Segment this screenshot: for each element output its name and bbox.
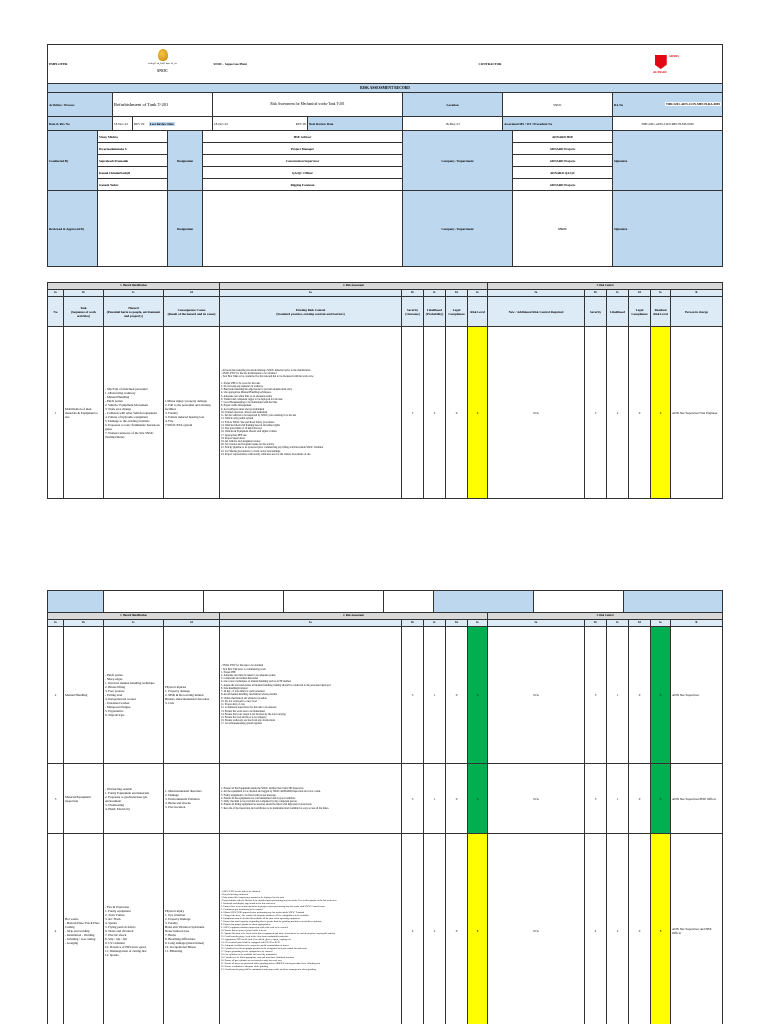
date-value: 18-Nov-22 [113,117,133,131]
table-row: 2 Manual Handling - Pinch points - Sharp edges 1. Involves manual handling technique 2. Bruise lifting 3. Poor posture - Falling load 4. Inexperienced worker - Untrained worker - Manpower/fatigue 5. Ergonomics 6. Slips & trips Physical injuries 1. Property damage 2. MSK & Recovering lumbar Bruises, musculoskeletal disorders 3. Cuts - SNOC PTW for the task to be obtained - Tool Box Talk prior to commencing work 1. Proper PPE 2. Adequate rest must be taken to an adequate points 3. Competent and trained Personnel 4. Use correct techniques of manual handling such as LITE method 5. Assess the load and ensure all manual handling training should be conducted to the personnel deployed 6. Safe handling/transport 7. 40 kgs - if load limit for each personnel 8. Avoid manual handling, mechanical where possible 9. Utilize mechanical aid whenever possible 10. Do not overreach to carry load 11. Proper duty of care 12. Continuous supervision for the task to be ensured 13. Ensure the work area to be maintained 14. Ensure that your vision is not blocked by the load carrying 15. Ensure the load and floor is not slippery 16. Ensure walkways are free from any obstructions 17. Good housekeeping system applied 3 1 0 3 N/A 3 1 0 3 ADN Site Supervisor [48,627,723,764]
residual-risk-cell: 8 [651,834,671,1024]
location-label: Location [403,93,503,117]
meta-table: Activities / Process Refurbishment of Tank T-201 Risk Assessment for Mechanical works-Tank T-201 Location SNOC RA No T08C2201-ADN-CON-MECH-RA-0005 Date & Rev No 18-Nov-22 REV 00 Last Review Date 18-Nov-22 REV 00 Next Review Date 18-May-23 Associated MS / WI / Procedure No T08C2201-ADN-CON-MECH-MS-0005 [47,92,723,131]
activities-value: Refurbishment of Tank T-201 [113,93,213,117]
page-2-header-strip [47,590,723,613]
residual-risk-cell: 3 [651,764,671,834]
date-rev-label: Date & Rev No [48,117,113,131]
next-review-value: 18-May-23 [403,117,503,131]
snoc-logo: شركة نفط الشارقة الوطنية SNOC [143,49,183,79]
conducted-table: Conducted By Vinay Mishra Designation HSE Advisor Company / Department ADNARD HSE Signature Dwarmadeelatana S. Project Manager ADNARD Projects Suprakash Pramanik Construction Supervisor ADNARD Projects Kamal Chindarbathyli QA/QC Officer ADNARD QA/QC Ganesh Yadav Rigging Foreman ADNARD Projects Reviewed & Approved By Designation Company / Department SNOC Signature [47,130,723,267]
table-row: 1 Mobilization of men, materials & Equipment to site - Slip/Trip of man/men personnel 1. Obstructing walkway - Manual Handling - Pinch points 2. Vehicle/ Equipment Movement 3. Work area change - Collision with other Vehicle/equipment 4. Failure of hydraulic equipment 5. Damage to the existing facilities 6. Exposure to toxic flammable/ hazardous gases 7. Workers unaware of the Site SNOC Terminal Rules 1.Minor injury/ property damage 2. Fall to the personnel and existing facilities 3. Fatality 3. Pollute induced hearing loss 4. Fire 7.SNOC/ETA system - All personnel entering site should undergo SNOC induction prior to the mobilization - SNOC PTW for the site mobilization to be obtained - Tool Box Talks to be conducted for the task and RA to be discussed with the work crew. 1. Proper PPE to be worn for the task. 2. Do not keep any material on walkway 3. Barricade installing the edge/border to prevent unauthorized entry 4. Use appropriate Manual Handling techniques. 5. Adequate rest when time to an adequate points 6. Trained and competent rigger to be deployed for the task 7. Good Housekeeping to be maintained with the time 8. Proper traffic management 9. Access/Egress must always maintained 10. Trained operators, drivers and banksman 11. All the vehicles to be inspected by SNOC prior entering in to the site 12. Vehicle only permit system 13. Follow SNOC Site and Road Safety procedures 14. Vehicles fitted with flashing beacon and amber lights 15. Site speed limit of 10 kph followed 16. Vehicles & Equipment should with signal at times 17. Appropriate PPE use 18. Proper Supervision 19. All vehicles and designated routes 20. Job rotation and frequent breaks for the activity 21. Strictly pipeline to be protected prior commencing any lifting activities inside SNOC Terminal 22. Car Sharing precautions to avoid, noisy surroundings. 23. Project representative with nearby vehicular area for the vehicle movement on site 3 2 0 6 N/A 3 2 0 6 ADN Site Supervisor/Site Engineer [48,327,723,499]
residual-risk-cell: 6 [651,327,671,499]
conducted-label: Conducted By [48,131,98,191]
ra-title: Risk Assessment for Mechanical works-Tank T-201 [213,93,403,117]
risk-table-page-1: 1. Hazard Identification 2. Risk Assessment 3. Risk Control 1a. 1b. 1c. 1d. 2a. 2b. 2c. 2d. 2e. 3a. 3b. 3c. 3d. 3e. 3f. No Task (Sequence of work activities) Hazard (Potential harm to people, environment and property) Consequence/ Cause (Result of the hazard and its cause) Existing Risk Control (Standard practice, existing controls and barriers) Severity (Outcome) Likelihood (Probability) Legal Compliance Risk Level New / Additional Risk Control Required Severity Likelihood Legal Compliance Residual Risk Level Person in charge 1 Mobilization of men, materials & Equipment to site - Slip/Trip of man/men personnel 1. Obstructing walkway - Manual Handling - Pinch points 2. Vehicle/ Equipment Movement 3. Work area change - Collision with other Vehicle/equipment 4. Failure of hydraulic equipment 5. Damage to the existing facilities 6. Exposure to toxic flammable/ hazardous gases 7. Workers unaware of the Site SNOC Terminal Rules 1.Minor injury/ property damage 2. Fall to the personnel and existing facilities 3. Fatality 3. Pollute induced hearing loss 4. Fire 7.SNOC/ETA system - All personnel entering site should undergo SNOC induction prior to the mobilization - SNOC PTW for the site mobilization to be obtained - Tool Box Talks to be conducted for the task and RA to be discussed with the work crew. 1. Proper PPE to be worn for the task. 2. Do not keep any material on walkway 3. Barricade installing the edge/border to prevent unauthorized entry 4. Use appropriate Manual Handling techniques. 5. Adequate rest when time to an adequate points 6. Trained and competent rigger to be deployed for the task 7. Good Housekeeping to be maintained with the time 8. Proper traffic management 9. Access/Egress must always maintained 10. Trained operators, drivers and banksman 11. All the vehicles to be inspected by SNOC prior entering in to the site 12. Vehicle only permit system 13. Follow SNOC Site and Road Safety procedures 14. Vehicles fitted with flashing beacon and amber lights 15. Site speed limit of 10 kph followed 16. Vehicles & Equipment should with signal at times 17. Appropriate PPE use 18. Proper Supervision 19. All vehicles and designated routes 20. Job rotation and frequent breaks for the activity 21. Strictly pipeline to be protected prior commencing any lifting activities inside SNOC Terminal 22. Car Sharing precautions to avoid, noisy surroundings. 23. Project representative with nearby vehicular area for the vehicle movement on site 3 2 0 6 N/A 3 2 0 6 ADN Site Supervisor/Site Engineer [47,282,723,499]
activities-label: Activities / Process [48,93,113,117]
altrad-logo: ADNRS ALTRAD [652,54,680,74]
ra-no: RA No T08C2201-ADN-CON-MECH-RA-0005 [613,93,723,117]
risk-level-cell: 3 [468,627,488,764]
record-title: RISK ASSESSMENT RECORD [48,84,723,93]
contractor-label: CONTRACTOR [478,45,618,84]
risk-level-cell: 8 [468,834,488,1024]
table-row: 3 Material/Equipment inspection - Obstructing outside 1. Faulty Equipment and materials 2. Exposure to gas/hazardous gas environment 3. Overheating 4. Hand/ Electricity 1. Musculoskeletal disorders 2. Damage 3. Environmental Pollution 4. Burns and shocks 5. Electrocution 1. Ensure all the Equipment inside the SNOC terminal has Valid TPI inspection 2. All the equipment to be checked and tagged by SNOC/ADNARD inspection and color coded. 3. Faulty equipment to be fixed with proper message. 4. Ensure all the equipments are well maintained and in good condition. 5. Daily checklist to be provided and completed by the competent person. 6. Ensure all lifting equipment/accessories should be fitted with light and reverse horns. 7. Records of the inspection and certificates to be maintained and available for easy access all the times. 3 1 0 3 N/A 3 1 0 3 ADN Site Supervisor/HSE Officer [48,764,723,834]
residual-risk-cell: 3 [651,627,671,764]
header-table [47,44,723,93]
signature-label: Signature [613,131,723,191]
risk-level-cell: 3 [468,764,488,834]
employer-label: EMPLOYER [48,45,113,84]
location-value: SNOC [503,93,613,117]
next-review-label: Next Review Date [308,117,403,131]
reviewed-label: Reviewed & Approved By [48,191,98,267]
risk-level-cell: 6 [468,327,488,499]
risk-table-page-2: 1. Hazard Identification 2. Risk Assessment 3. Risk Control 1a. 1b. 1c. 1d. 2a. 2b. 2c. 2d. 2e. 3a. 3b. 3c. 3d. 3e. 3f. 2 Manual Handling - Pinch points - Sharp edges 1. Involves manual handling technique 2. Bruise lifting 3. Poor posture - Falling load 4. Inexperienced worker - Untrained worker - Manpower/fatigue 5. Ergonomics 6. Slips & trips Physical injuries 1. Property damage 2. MSK & Recovering lumbar Bruises, musculoskeletal disorders 3. Cuts - SNOC PTW for the task to be obtained - Tool Box Talk prior to commencing work 1. Proper PPE 2. Adequate rest must be taken to an adequate points 3. Competent and trained Personnel 4. Use correct techniques of manual handling such as LITE method 5. Assess the load and ensure all manual handling training should be conducted to the personnel deployed 6. Safe handling/transport 7. 40 kgs - if load limit for each personnel 8. Avoid manual handling, mechanical where possible 9. Utilize mechanical aid whenever possible 10. Do not overreach to carry load 11. Proper duty of care 12. Continuous supervision for the task to be ensured 13. Ensure the work area to be maintained 14. Ensure that your vision is not blocked by the load carrying 15. Ensure the load and floor is not slippery 16. Ensure walkways are free from any obstructions 17. Good housekeeping system applied 3 1 0 3 N/A 3 1 0 3 ADN Site Supervisor 3 Material/Equipment inspection - Obstructing outside 1. Faulty Equipment and materials 2. Exposure to gas/hazardous gas environment 3. Overheating 4. Hand/ Electricity 1. Musculoskeletal disorders 2. Damage 3. Environmental Pollution 4. Burns and shocks 5. Electrocution 1. Ensure all the Equipment inside the SNOC terminal has Valid TPI inspection 2. All the equipment to be checked and tagged by SNOC/ADNARD inspection and color coded. 3. Faulty equipment to be fixed with proper message. 4. Ensure all the equipments are well maintained and in good condition. 5. Daily checklist to be provided and completed by the competent person. 6. Ensure all lifting equipment/accessories should be fitted with light and reverse horns. 7. Records of the inspection and certificates to be maintained and available for easy access all the times. 3 1 0 3 N/A 3 1 0 3 ADN Site Supervisor/HSE Officer 4 Hot works - Bottom Plate/ Patch Plate Cutting - Strip and welding - Installation - Welding - Grinding / Gas cutting - Gouging - Fire & Explosion 1. Faulty equipment 2. Toxic Fumes 3. Arc Flash 4. Sparks 5. Flying particle debris 6. Noise and vibration 7. Electric shock 8. Slip / trip / fall 9. UV radiation 10. Presence of H2S/toxic gases 11. Disintegration of cutting disc 12. Sparks Physical injury 1. Eye irritation 2. Property Damage 3. Fatality Hand arm Vibration Syndrome Noise induced loss 7. Burns 8. Breathing difficulties 9. Lung damage (metal fumes) 10. Occupational Illness 11. Blistering - SNOC PTW for the task to be obtained - Hot job briefing conducted - Only trained & Competent personnel to be deployed for the task - Proper habitat with fire blanket to be installed prior performing any hot works. Use welder guards on the hot work area. 1. Barricade and display sign board on the hot work area 2. Ensure there is no nearby operation in progress prior performing any hot works with SNOC Control room 3. Continuous gas monitoring to be ensured 4. Obtain SNOC HSE approval prior performing any hot works inside SNOC Terminal 5. Charged fire hose, Fire watcher & adequate numbers of Fire extinguishers to be available 6. Equipment must be checked & available all the time when operating equipment 7. Ensure that rated capacity of grinding disc is greater than the grinding machine to avoid disc explosion 8. Ensure that proper guards are fitted appropriately 9. SNOC equipment monitor inspection with color code to be ensured 10. Ensure that no power (joints) cable is in use 11. Sparks direction to be fixed on the direct equipment and only electrician to be carried out prior carrying the activity 12. Good housekeeping - keep in the clear from combustible materials 13. Appropriate PPE for the task. Face shield, gloves, apron, earplugs etc. 14. All electrical panel shall be equipped with ELCB or RCD 15. Adequate ventilation to be ensured to avoid accumulation of fumes 16. Cylinders fixed in an upright position in the designated area and outside the tank farm 17. Proper grounding for the equipment to be ensured 18. Gas cylinders to be available and correctly maintained 19. Cylinders to be fitted appropriate cans and must have flashback arrestors 20. Ensure all gas cylinders are not stored nearby hot work area 21. Ensure all hoses are protected while grinding and no SIMOPS activity permitted near Grinding area 22. Ensure ventilation is adequate while grinding 23. Good housekeeping shall be maintained and proper cable and hose management when grinding. 4 2 0 8 N/A 4 2 0 8 ADN Site Supervisor and HSE Officer [47,612,723,1024]
designation-label: Designation [168,131,203,191]
table-row: 4 Hot works - Bottom Plate/ Patch Plate Cutting - Strip and welding - Installation - Welding - Grinding / Gas cutting - Gouging - Fire & Explosion 1. Faulty equipment 2. Toxic Fumes 3. Arc Flash 4. Sparks 5. Flying particle debris 6. Noise and vibration 7. Electric shock 8. Slip / trip / fall 9. UV radiation 10. Presence of H2S/toxic gases 11. Disintegration of cutting disc 12. Sparks Physical injury 1. Eye irritation 2. Property Damage 3. Fatality Hand arm Vibration Syndrome Noise induced loss 7. Burns 8. Breathing difficulties 9. Lung damage (metal fumes) 10. Occupational Illness 11. Blistering - SNOC PTW for the task to be obtained - Hot job briefing conducted - Only trained & Competent personnel to be deployed for the task - Proper habitat with fire blanket to be installed prior performing any hot works. Use welder guards on the hot work area. 1. Barricade and display sign board on the hot work area 2. Ensure there is no nearby operation in progress prior performing any hot works with SNOC Control room 3. Continuous gas monitoring to be ensured 4. Obtain SNOC HSE approval prior performing any hot works inside SNOC Terminal 5. Charged fire hose, Fire watcher & adequate numbers of Fire extinguishers to be available 6. Equipment must be checked & available all the time when operating equipment 7. Ensure that rated capacity of grinding disc is greater than the grinding machine to avoid disc explosion 8. Ensure that proper guards are fitted appropriately 9. SNOC equipment monitor inspection with color code to be ensured 10. Ensure that no power (joints) cable is in use 11. Sparks direction to be fixed on the direct equipment and only electrician to be carried out prior carrying the activity 12. Good housekeeping - keep in the clear from combustible materials 13. Appropriate PPE for the task. Face shield, gloves, apron, earplugs etc. 14. All electrical panel shall be equipped with ELCB or RCD 15. Adequate ventilation to be ensured to avoid accumulation of fumes 16. Cylinders fixed in an upright position in the designated area and outside the tank farm 17. Proper grounding for the equipment to be ensured 18. Gas cylinders to be available and correctly maintained 19. Cylinders to be fitted appropriate cans and must have flashback arrestors 20. Ensure all gas cylinders are not stored nearby hot work area 21. Ensure all hoses are protected while grinding and no SIMOPS activity permitted near Grinding area 22. Ensure ventilation is adequate while grinding 23. Good housekeeping shall be maintained and proper cable and hose management when grinding. 4 2 0 8 N/A 4 2 0 8 ADN Site Supervisor and HSE Officer [48,834,723,1024]
assoc-label: Associated MS / WI / Procedure No [503,117,613,131]
reviewed-company: SNOC [513,191,613,267]
assoc-value: T08C2201-ADN-CON-MECH-MS-0005 [613,117,723,131]
plant-name: SNOC - Sajaa Gas Plant [213,45,403,84]
company-label: Company / Department [403,131,513,191]
